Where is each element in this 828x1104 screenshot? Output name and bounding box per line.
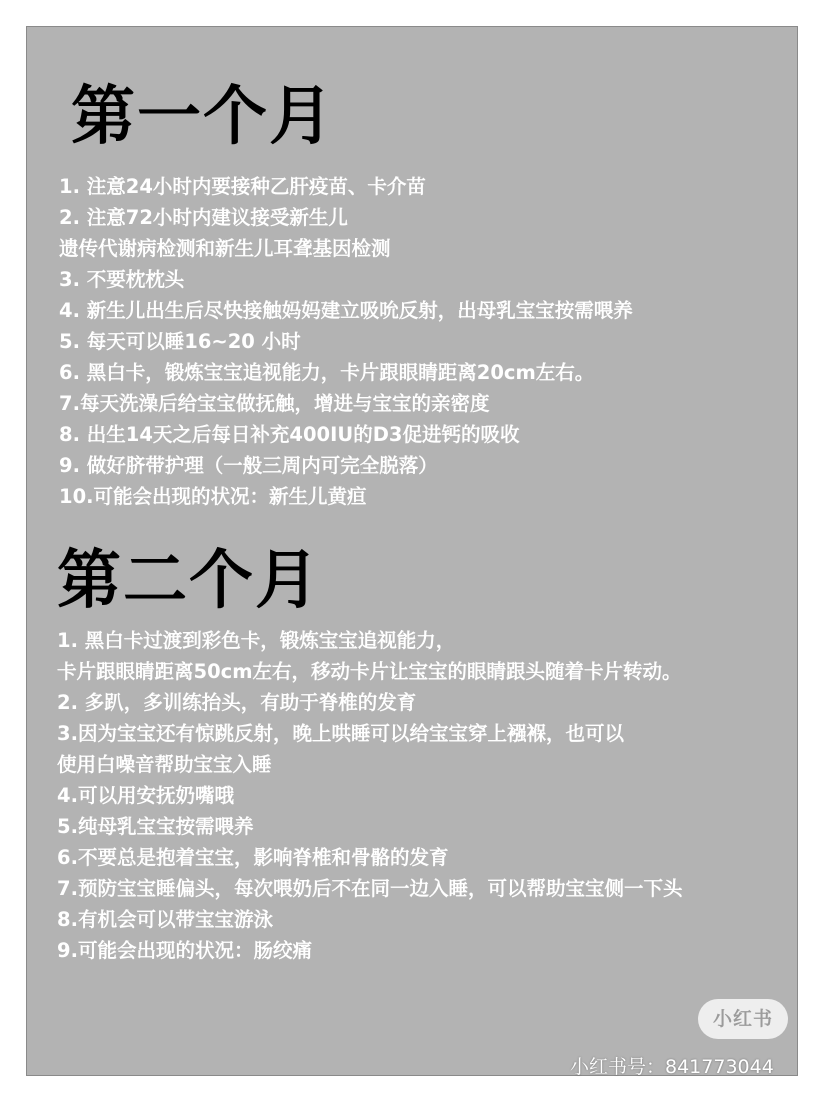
section-title-month-1: 第一个月	[71, 80, 335, 154]
list-item: 4.可以用安抚奶嘴哦	[57, 784, 234, 807]
section-title-month-2: 第二个月	[57, 544, 321, 618]
list-item: 7.每天洗澡后给宝宝做抚触，增进与宝宝的亲密度	[59, 392, 490, 415]
list-item: 1. 黑白卡过渡到彩色卡，锻炼宝宝追视能力，	[57, 629, 456, 652]
month-2-list	[57, 625, 682, 966]
list-item: 1. 注意24小时内要接种乙肝疫苗、卡介苗	[59, 175, 426, 198]
list-item: 4. 新生儿出生后尽快接触妈妈建立吸吮反射，出母乳宝宝按需喂养	[59, 299, 633, 322]
list-item: 遗传代谢病检测和新生儿耳聋基因检测	[59, 237, 391, 260]
account-watermark: 小红书号：841773044	[570, 1056, 774, 1078]
list-item: 8. 出生14天之后每日补充400IU的D3促进钙的吸收	[59, 423, 520, 446]
list-item: 8.有机会可以带宝宝游泳	[57, 908, 273, 931]
list-item: 7.预防宝宝睡偏头，每次喂奶后不在同一边入睡，可以帮助宝宝侧一下头	[57, 877, 683, 900]
list-item: 6.不要总是抱着宝宝，影响脊椎和骨骼的发育	[57, 846, 449, 869]
list-item: 2. 注意72小时内建议接受新生儿	[59, 206, 348, 229]
list-item: 3. 不要枕枕头	[59, 268, 185, 291]
list-item: 使用白噪音帮助宝宝入睡	[57, 753, 272, 776]
list-item: 10.可能会出现的状况：新生儿黄疸	[59, 485, 367, 508]
list-item: 3.因为宝宝还有惊跳反射，晚上哄睡可以给宝宝穿上襁褓，也可以	[57, 722, 624, 745]
list-item: 9.可能会出现的状况：肠绞痛	[57, 939, 312, 962]
xiaohongshu-logo: 小红书	[698, 999, 788, 1039]
list-item: 5.纯母乳宝宝按需喂养	[57, 815, 254, 838]
list-item: 卡片跟眼睛距离50cm左右，移动卡片让宝宝的眼睛跟头随着卡片转动。	[57, 660, 682, 683]
month-1-list	[59, 171, 633, 512]
list-item: 9. 做好脐带护理（一般三周内可完全脱落）	[59, 454, 438, 477]
list-item: 6. 黑白卡，锻炼宝宝追视能力，卡片跟眼睛距离20cm左右。	[59, 361, 595, 384]
list-item: 2. 多趴，多训练抬头，有助于脊椎的发育	[57, 691, 417, 714]
content-card	[26, 26, 798, 1076]
list-item: 5. 每天可以睡16~20 小时	[59, 330, 301, 353]
